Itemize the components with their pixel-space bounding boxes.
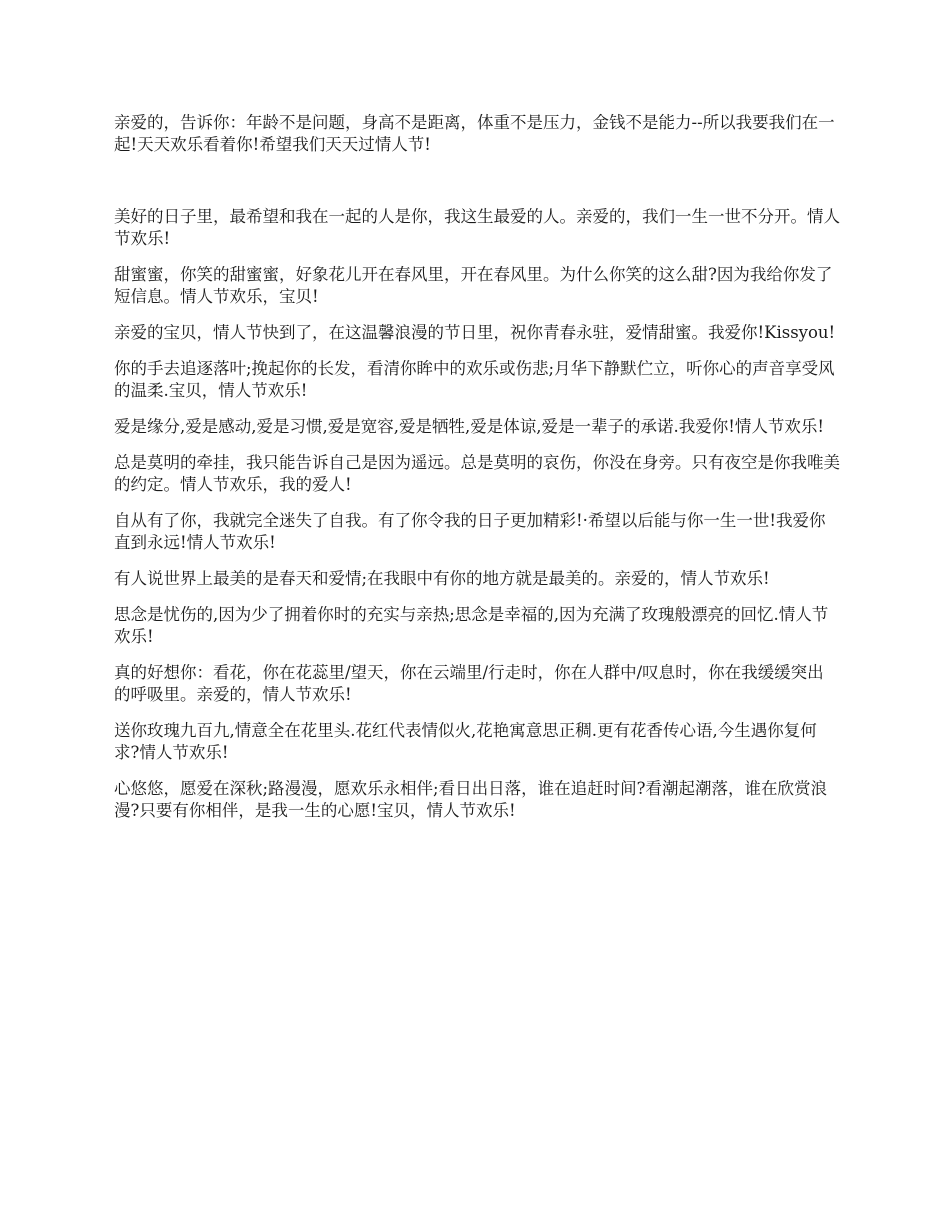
document-body: [114, 112, 840, 836]
paragraph-7: 总是莫明的牵挂，我只能告诉自己是因为遥远。总是莫明的哀伤，你没在身旁。只有夜空是你我唯美的约定。情人节欢乐，我的爱人!: [114, 453, 840, 494]
paragraph-2: 美好的日子里，最希望和我在一起的人是你，我这生最爱的人。亲爱的，我们一生一世不分开。情人节欢乐!: [114, 207, 840, 248]
paragraph-9: 有人说世界上最美的是春天和爱情;在我眼中有你的地方就是最美的。亲爱的，情人节欢乐!: [114, 569, 770, 588]
paragraph-1: 亲爱的，告诉你：年龄不是问题，身高不是距离，体重不是压力，金钱不是能力--所以我要我们在一起!天天欢乐看着你!希望我们天天过情人节!: [114, 113, 835, 154]
paragraph-6: 爱是缘分,爱是感动,爱是习惯,爱是宽容,爱是牺牲,爱是体谅,爱是一辈子的承诺.我爱你!情人节欢乐!: [114, 417, 824, 436]
paragraph-4: 亲爱的宝贝，情人节快到了，在这温馨浪漫的节日里，祝你青春永驻，爱情甜蜜。我爱你!Kissyou!: [114, 323, 836, 342]
paragraph-8: 自从有了你，我就完全迷失了自我。有了你令我的日子更加精彩!·希望以后能与你一生一世!我爱你直到永远!情人节欢乐!: [114, 511, 826, 552]
paragraph-11: 真的好想你：看花，你在花蕊里/望天，你在云端里/行走时，你在人群中/叹息时，你在我缓缓突出的呼吸里。亲爱的，情人节欢乐!: [114, 663, 824, 704]
paragraph-12: 送你玫瑰九百九,情意全在花里头.花红代表情似火,花艳寓意思正稠.更有花香传心语,今生遇你复何求?情人节欢乐!: [114, 721, 817, 762]
paragraph-3: 甜蜜蜜，你笑的甜蜜蜜，好象花儿开在春风里，开在春风里。为什么你笑的这么甜?因为我给你发了短信息。情人节欢乐，宝贝!: [114, 265, 833, 306]
paragraph-10: 思念是忧伤的,因为少了拥着你时的充实与亲热;思念是幸福的,因为充满了玫瑰般漂亮的回忆.情人节欢乐!: [114, 605, 829, 646]
paragraph-5: 你的手去追逐落叶;挽起你的长发，看清你眸中的欢乐或伤悲;月华下静默伫立，听你心的声音享受风的温柔.宝贝，情人节欢乐!: [114, 359, 835, 400]
paragraph-13: 心悠悠，愿爱在深秋;路漫漫，愿欢乐永相伴;看日出日落，谁在追赶时间?看潮起潮落，谁在欣赏浪漫?只要有你相伴，是我一生的心愿!宝贝，情人节欢乐!: [114, 779, 827, 820]
